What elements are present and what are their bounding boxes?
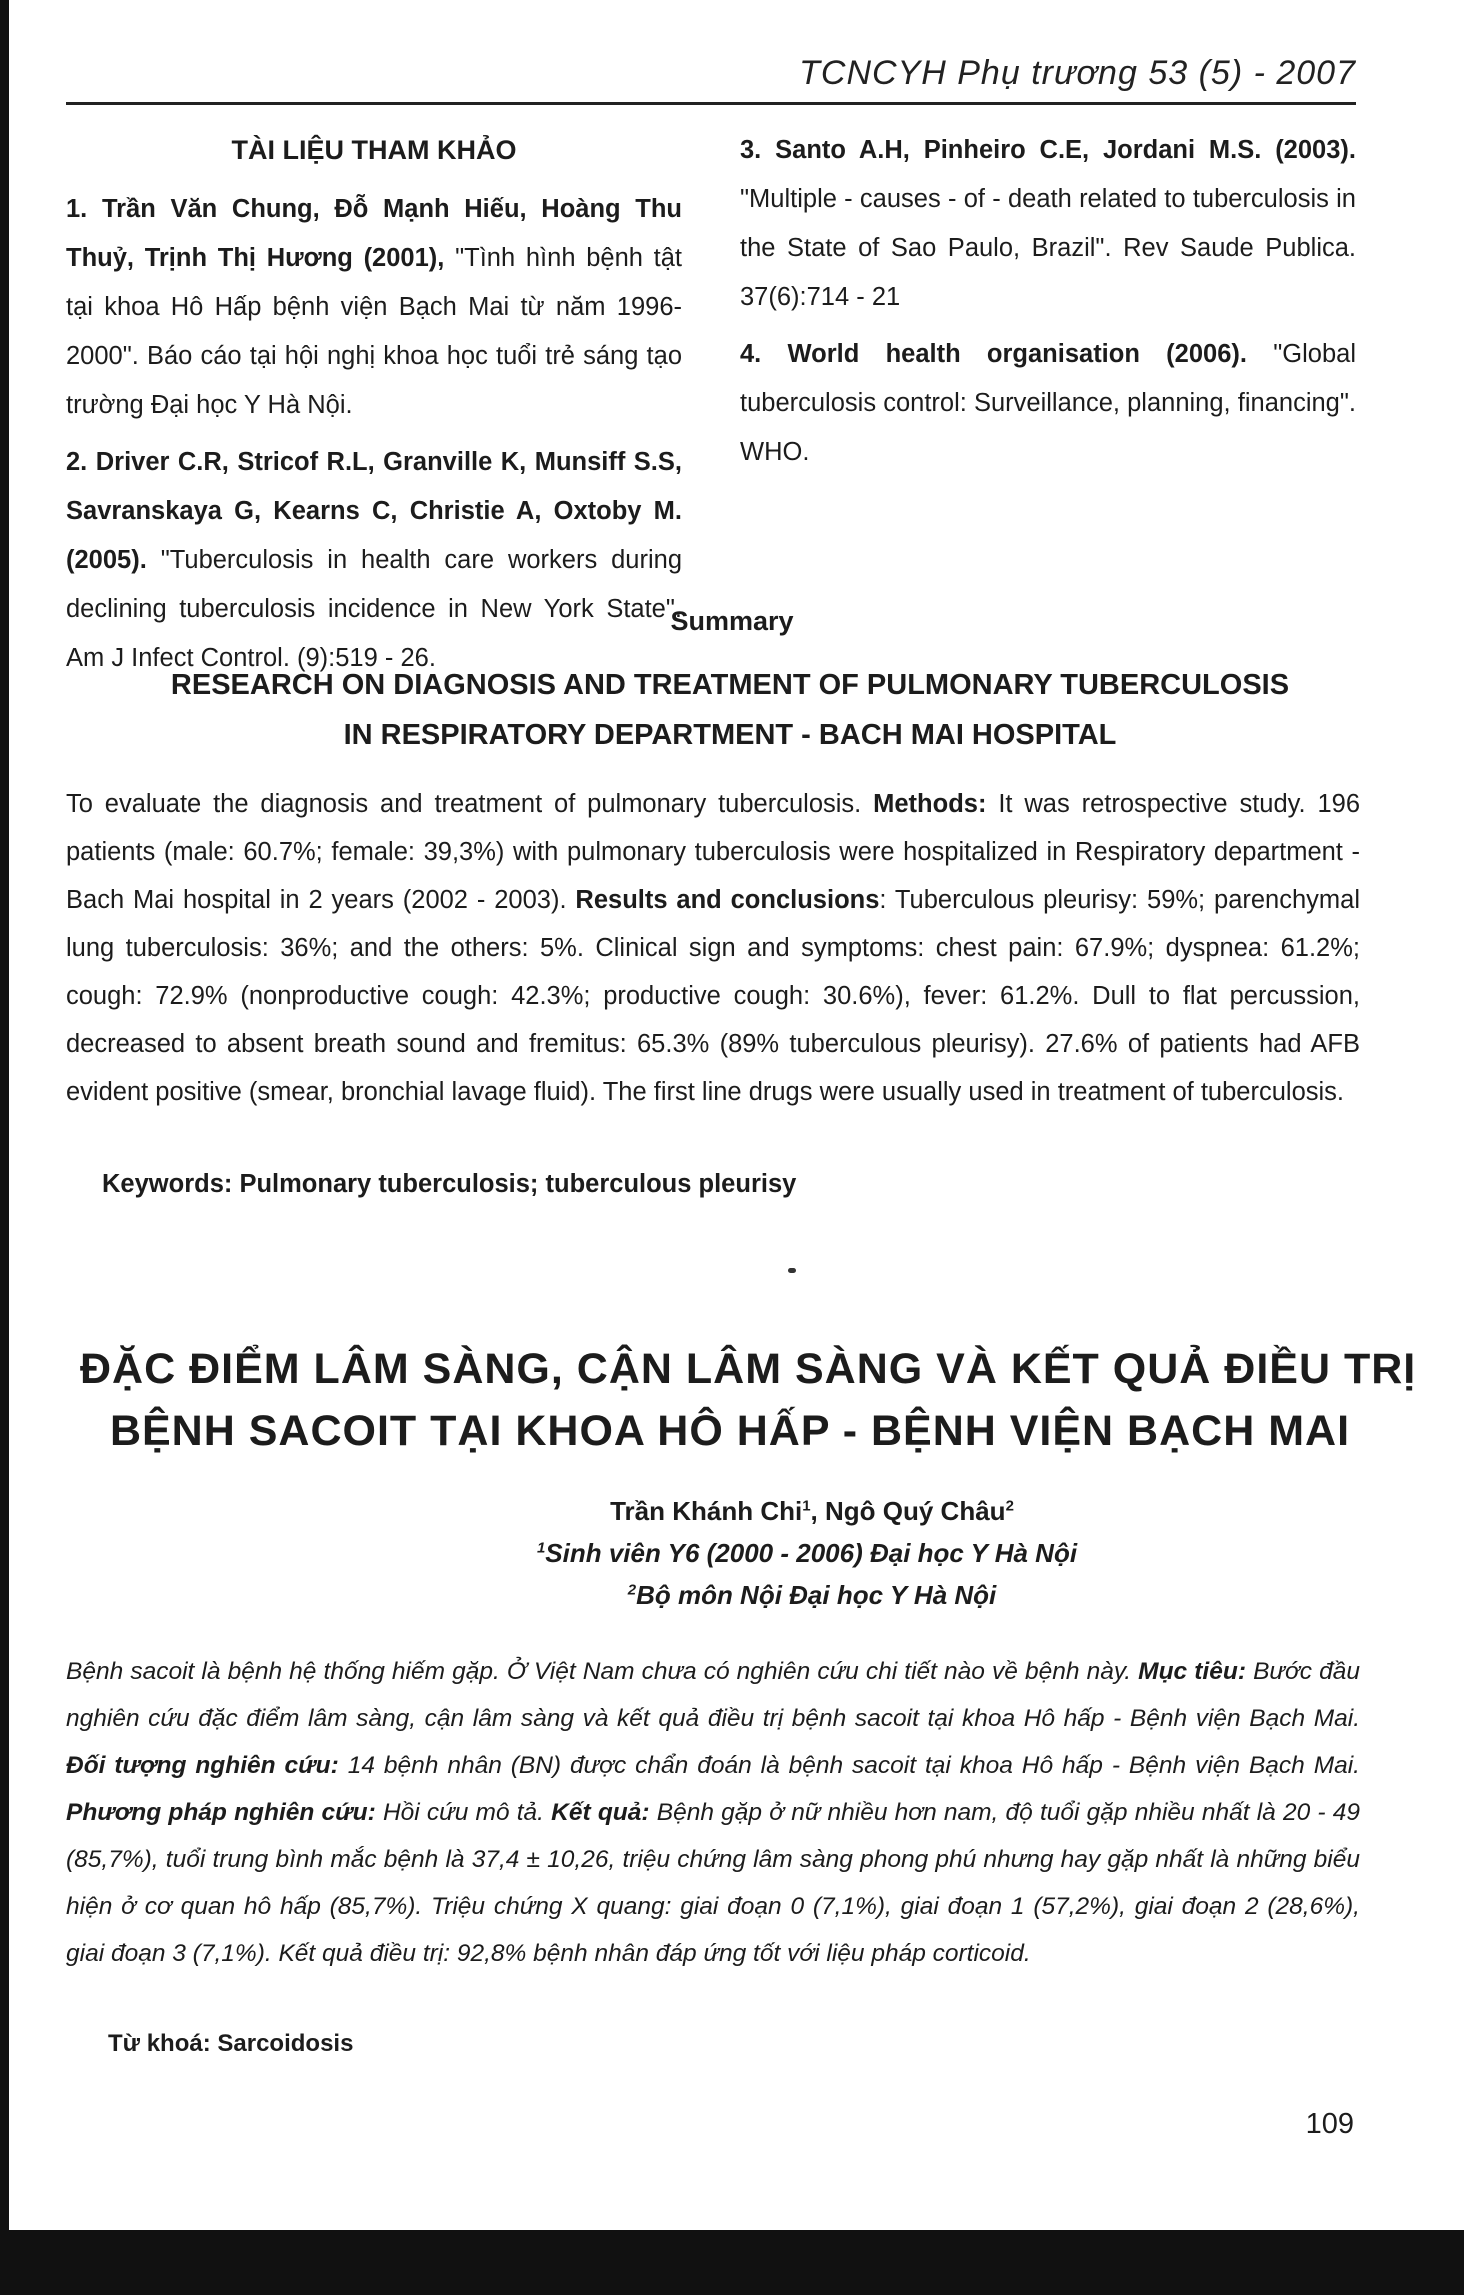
reference-authors: World health organisation (2006). — [787, 340, 1247, 368]
affiliation-1 — [0, 1532, 1464, 1574]
reference-authors: Trần Văn Chung, Đỗ Mạnh Hiếu, Hoàng Thu Thuỷ, Trịnh Thị Hương (2001), — [66, 195, 682, 272]
methods-text: Hồi cứu mô tả. — [375, 1799, 552, 1826]
subjects-text: 14 bệnh nhân (BN) được chẩn đoán là bệnh sacoit tại khoa Hô hấp - Bệnh viện Bạch Mai. — [338, 1752, 1360, 1779]
reference-number: 3. — [740, 136, 762, 164]
english-keywords: Keywords: Pulmonary tuberculosis; tuberculous pleurisy — [102, 1170, 797, 1198]
affiliation-1-marker: 1 — [536, 1539, 546, 1557]
affiliation-1-text: Sinh viên Y6 (2000 - 2006) Đại học Y Hà Nội — [545, 1538, 1078, 1568]
abstract-intro: Bệnh sacoit là bệnh hệ thống hiếm gặp. Ở Việt Nam chưa có nghiên cứu chi tiết nào về bệnh này. — [66, 1658, 1139, 1685]
author-2: Ngô Quý Châu — [825, 1496, 1006, 1526]
reference-text: "Tình hình bệnh tật tại khoa Hô Hấp bệnh viện Bạch Mai từ năm 1996- 2000". Báo cáo tại hội nghị khoa học tuổi trẻ sáng tạo trường Đại học Y Hà Nội. — [66, 244, 682, 419]
english-title — [100, 660, 1360, 760]
author-1: Trần Khánh Chi — [610, 1496, 803, 1526]
journal-name: TCNCYH Phụ trương 53 (5) - 2007 — [799, 54, 1356, 92]
reference-item — [66, 438, 682, 683]
references-right-column — [740, 126, 1356, 485]
article-title-line-2: BỆNH SACOIT TẠI KHOA HÔ HẤP - BỆNH VIỆN BẠCH MAI — [109, 1407, 1351, 1455]
english-title-line-1: RESEARCH ON DIAGNOSIS AND TREATMENT OF PULMONARY TUBERCULOSIS — [170, 669, 1290, 701]
english-abstract — [66, 780, 1360, 1116]
author-separator: , — [810, 1496, 825, 1526]
english-title-line-2: IN RESPIRATORY DEPARTMENT - BACH MAI HOSPITAL — [343, 719, 1117, 751]
reference-text: "Multiple - causes - of - death related to tuberculosis in the State of Sao Paulo, Brazil". Rev Saude Publica. 37(6):714 - 21 — [740, 185, 1356, 311]
author-1-affiliation-marker: 1 — [802, 1497, 811, 1515]
affiliation-2 — [0, 1574, 1464, 1616]
methods-label: Phương pháp nghiên cứu: — [66, 1799, 376, 1826]
results-label: Kết quả: — [551, 1799, 650, 1826]
results-label: Results and conclusions — [575, 886, 880, 914]
reference-number: 4. — [740, 340, 762, 368]
aim-text: Bước đầu nghiên cứu đặc điểm lâm sàng, cận lâm sàng và kết quả điều trị bệnh sacoit tại khoa Hô hấp - Bệnh viện Bạch Mai. — [66, 1658, 1360, 1732]
author-block — [0, 1490, 1464, 1616]
article-title — [80, 1338, 1417, 1462]
results-text: Bệnh gặp ở nữ nhiều hơn nam, độ tuổi gặp nhiều nhất là 20 - 49 (85,7%), tuổi trung bình mắc bệnh là 37,4 ± 10,26, triệu chứng lâm sàng phong phú nhưng hay gặp nhất là những biểu hiện ở cơ quan hô hấp (85,7%). Triệu chứng X quang: giai đoạn 0 (7,1%), giai đoạn 1 (57,2%), giai đoạn 2 (28,6%), giai đoạn 3 (7,1%). Kết quả điều trị: 92,8% bệnh nhân đáp ứng tốt với liệu pháp corticoid. — [66, 1799, 1361, 1967]
author-2-affiliation-marker: 2 — [1005, 1497, 1014, 1515]
reference-text: "Tuberculosis in health care workers during declining tuberculosis incidence in New York State". Am J Infect Control. (9):519 - 26. — [66, 546, 682, 672]
ink-mark — [788, 1268, 796, 1273]
reference-authors: Driver C.R, Stricof R.L, Granville K, Munsiff S.S, Savranskaya G, Kearns C, Christie A, Oxtoby M. (2005). — [66, 448, 682, 574]
methods-label: Methods: — [873, 790, 987, 818]
aim-label: Mục tiêu: — [1138, 1658, 1246, 1685]
article-title-line-1: ĐẶC ĐIỂM LÂM SÀNG, CẬN LÂM SÀNG VÀ KẾT QUẢ ĐIỀU TRỊ — [80, 1345, 1417, 1393]
vietnamese-abstract — [66, 1648, 1360, 1977]
reference-number: 1. — [66, 195, 88, 223]
vietnamese-keywords: Từ khoá: Sarcoidosis — [108, 2030, 354, 2057]
reference-text: "Global tuberculosis control: Surveillance, planning, financing". WHO. — [740, 340, 1356, 466]
scan-edge-left — [0, 0, 9, 2230]
affiliation-2-marker: 2 — [627, 1581, 637, 1599]
reference-authors: Santo A.H, Pinheiro C.E, Jordani M.S. (2003). — [775, 136, 1356, 164]
page-number: 109 — [1305, 2108, 1354, 2140]
reference-item — [740, 330, 1356, 477]
subjects-label: Đối tượng nghiên cứu: — [66, 1752, 339, 1779]
affiliation-2-text: Bộ môn Nội Đại học Y Hà Nội — [636, 1580, 997, 1610]
author-names — [0, 1490, 1464, 1532]
references-heading: TÀI LIỆU THAM KHẢO — [231, 135, 517, 165]
summary-label: Summary — [670, 606, 794, 636]
reference-number: 2. — [66, 448, 88, 476]
methods-text: It was retrospective study. 196 patients (male: 60.7%; female: 39,3%) with pulmonary tuberculosis were hospitalized in Respiratory department - Bach Mai hospital in 2 years (2002 - 2003). — [66, 790, 1360, 914]
running-header — [66, 50, 1356, 105]
results-text: : Tuberculous pleurisy: 59%; parenchymal lung tuberculosis: 36%; and the others: 5%. Clinical sign and symptoms: chest pain: 67.9%; dyspnea: 61.2%; cough: 72.9% (nonproductive cough: 42.3%; productive cough: 30.6%), fever: 61.2%. Dull to flat percussion, decreased to absent breath sound and fremitus: 65.3% (89% tuberculous pleurisy). 27.6% of patients had AFB evident positive (smear, bronchial lavage fluid). The first line drugs were usually used in treatment of tuberculosis. — [66, 886, 1361, 1106]
reference-item — [66, 185, 682, 430]
scan-edge-bottom — [0, 2230, 1464, 2295]
abstract-intro: To evaluate the diagnosis and treatment of pulmonary tuberculosis. — [66, 790, 874, 818]
reference-item — [740, 126, 1356, 322]
